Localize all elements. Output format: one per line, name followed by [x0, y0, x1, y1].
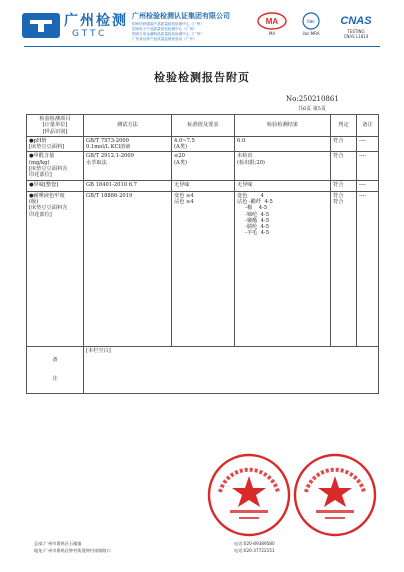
gttc-logo-icon	[22, 13, 60, 38]
cell-result: 变色 4 沾色 -醋纤 4-5 -棉 4-5 -锦纶 4-5 -聚酯 4-5 -腈纶 4-5 -羊毛 4-5	[235, 191, 331, 346]
table-header-row	[27, 115, 379, 137]
cell-remark: ----	[357, 152, 379, 180]
cell-method: GB/T 7573-2009 0.1mol/L KCl溶液	[84, 136, 172, 152]
svg-text:CNAS: CNAS	[340, 15, 372, 27]
org-line: 国家纺织服装产品质量检验检测中心（广州）	[132, 22, 204, 26]
ilac-mark	[294, 12, 328, 36]
cell-standard: ≤20 (A类)	[172, 152, 235, 180]
cell-verdict: 符合	[331, 180, 357, 191]
cnas-mark	[330, 12, 382, 39]
col-header-remark: 备注	[357, 115, 379, 137]
table-row	[27, 191, 379, 346]
report-header	[0, 0, 404, 54]
col-header-item: 检验检测项目 [计量单位] [样品识别]	[27, 115, 84, 137]
col-header-verdict: 判定	[331, 115, 357, 137]
org-title: 广州检验检测认证集团有限公司	[132, 12, 230, 20]
cell-result: 6.0	[235, 136, 331, 152]
org-lines	[132, 22, 204, 42]
cell-result: 无异味	[235, 180, 331, 191]
cell-verdict: 符合	[331, 152, 357, 180]
cell-method: GB/T 18886-2019	[84, 191, 172, 346]
cell-method: GB/T 2912.1-2009 水萃取法	[84, 152, 172, 180]
cnas-testing-label: TESTING	[347, 29, 365, 34]
cell-remark: ----	[357, 136, 379, 152]
table-row	[27, 152, 379, 180]
footer-phone-1: 电话:020-89389580	[234, 541, 275, 546]
col-header-standard: 标准值及要求	[172, 115, 235, 137]
memo-text: [本栏空白]	[84, 346, 379, 393]
svg-text:ilac: ilac	[307, 19, 315, 25]
cell-method: GB 18401-2010 6.7	[84, 180, 172, 191]
ma-mark	[255, 12, 289, 36]
results-table	[26, 114, 379, 394]
cell-item: ●甲醛含量 (mg/kg) [床垫豆豆面料含 印花部位]	[27, 152, 84, 180]
ma-logo-icon	[257, 12, 287, 30]
header-divider	[24, 46, 380, 47]
cell-standard: 4.0~7.5 (A类)	[172, 136, 235, 152]
cell-item: ●异味[整套]	[27, 180, 84, 191]
svg-text:MA: MA	[265, 17, 279, 26]
org-line: 广东省纺织产品质量监督检验站（广东）	[132, 37, 197, 41]
footer-address-2: 地址:广州市番禺区钟村街道钟村南路路口	[34, 548, 111, 553]
cell-verdict: 符合	[331, 136, 357, 152]
ilac-logo-icon	[299, 12, 323, 30]
brand-name-en: GTTC	[72, 29, 108, 39]
memo-label: 备 注	[27, 346, 84, 393]
cell-remark: ----	[357, 191, 379, 346]
memo-row	[27, 346, 379, 393]
org-line: 国家日用金属制品质量检验检测中心（广州）	[132, 32, 204, 36]
ma-label: MA	[268, 31, 276, 36]
inspection-stamp-icon	[206, 452, 292, 538]
cnas-number-label: CNAS L1814	[343, 34, 369, 39]
ilac-label: ilac-MRA	[302, 31, 320, 36]
table-row	[27, 136, 379, 152]
cell-verdict: 符合 符合	[331, 191, 357, 346]
col-header-result: 检验检测结果	[235, 115, 331, 137]
footer-phone-2: 电话:020-37722151	[234, 548, 275, 553]
cell-standard: 变色 ≥4 沾色 ≥4	[172, 191, 235, 346]
cell-item: ●耐唾液色牢度 (级) [床垫豆豆面料含 印花部位]	[27, 191, 84, 346]
page-title: 检验检测报告附页	[154, 71, 250, 84]
cnas-logo-icon	[334, 12, 378, 28]
col-header-method: 测试方法	[84, 115, 172, 137]
table-row	[27, 180, 379, 191]
brand-name-cn: 广州检测	[64, 13, 128, 29]
inspection-stamp-icon	[292, 452, 378, 538]
org-line: 国家电子产品质量检验检测中心（广州）	[132, 27, 197, 31]
footer-address-1: 总部:广州市番禺区石楼镇	[34, 541, 82, 546]
cell-remark: ----	[357, 180, 379, 191]
cell-item: ●pH值 [床垫豆豆面料]	[27, 136, 84, 152]
report-number: No:250210861	[286, 95, 339, 103]
cell-standard: 无异味	[172, 180, 235, 191]
cell-result: 未检出 (检出限:20)	[235, 152, 331, 180]
page-info: 共6页 第5页	[298, 106, 326, 112]
